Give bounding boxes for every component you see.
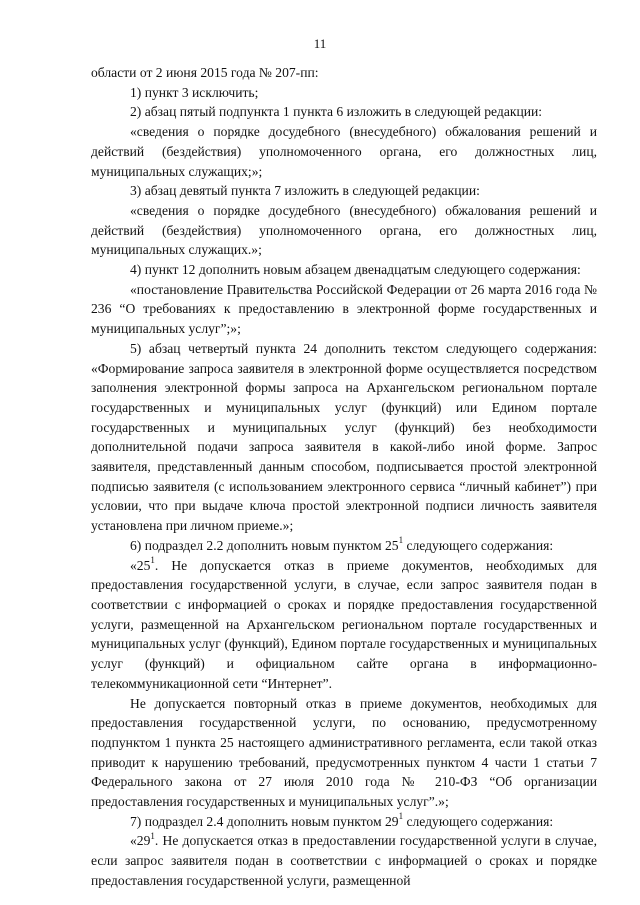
paragraph-quote-1: «сведения о порядке досудебного (внесудебного) обжалования решений и действий (бездействия) уполномоченного органа, его должностных лиц, муниципальных служащих;»; (91, 124, 597, 179)
paragraph-item-2: 2) абзац пятый подпункта 1 пункта 6 изложить в следующей редакции: (130, 104, 543, 120)
paragraph-item-6 (91, 536, 597, 556)
paragraph-quote-3: «постановление Правительства Российской Федерации от 26 марта 2016 года № 236 “О требованиях к предоставлению в электронной форме государственных и муниципальных услуг”;»; (91, 281, 597, 337)
paragraph-point-29-1-start: «29 (130, 833, 151, 849)
superscript: 1 (150, 555, 155, 566)
document-body (91, 63, 597, 891)
paragraph-item-6-start: 6) подраздел 2.2 дополнить новым пунктом 25 (130, 537, 399, 553)
paragraph-intro: области от 2 июня 2015 года № 207-пп: (91, 65, 319, 80)
paragraph-item-3: 3) абзац девятый пункта 7 изложить в следующей редакции: (130, 183, 480, 199)
superscript: 1 (398, 811, 404, 822)
paragraph-point-29-1-end: . Не допускается отказ в предоставлении государственной услуги в случае, если запрос заявителя подан в соответствии с информацией о сроках и порядке предоставления государственной услуги, размещенной (91, 833, 597, 888)
paragraph-item-7-end: следующего содержания: (403, 813, 554, 829)
paragraph-item-6-end: следующего содержания: (403, 537, 554, 553)
paragraph-item-4: 4) пункт 12 дополнить новым абзацем двенадцатым следующего содержания: (130, 262, 581, 278)
paragraph-point-25-1-start: «25 (130, 557, 151, 573)
paragraph-repeat-refusal: Не допускается повторный отказ в приеме документов, необходимых для предоставления государственной услуги, по основанию, предусмотренному подпунктом 1 пункта 25 настоящего административного регламента, если такой отказ приводит к нарушению требований, предусмотренных пунктом 4 части 1 статьи 7 Федерального закона от 27 июля 2010 года № 210-ФЗ “Об организации предоставления государственных и муниципальных услуг”.»; (91, 695, 597, 810)
paragraph-quote-2: «сведения о порядке досудебного (внесудебного) обжалования решений и действий (бездействия) уполномоченного органа, его должностных лиц, муниципальных служащих.»; (91, 202, 597, 258)
paragraph-item-5: 5) абзац четвертый пункта 24 дополнить текстом следующего содержания: «Формирование запроса заявителя в электронной форме осуществляется посредством заполнения электронной формы запроса на Архангельском региональном портале государственных и муниципальных услуг (функций) или Едином портале государственных и муниципальных услуг (функций) без необходимости дополнительной подачи запроса заявителя в какой-либо иной форме. Запрос заявителя, представленный данным способом, подписывается простой электронной подписью заявителя (с использованием электронного сервиса “личный кабинет”) при условии, что при выдаче ключа простой электронной подписи личность заявителя установлена при личном приеме.»; (91, 340, 597, 534)
paragraph-item-1: 1) пункт 3 исключить; (130, 84, 259, 100)
superscript: 1 (398, 535, 404, 546)
superscript: 1 (150, 830, 155, 841)
paragraph-item-7-start: 7) подраздел 2.4 дополнить новым пунктом 29 (130, 813, 399, 829)
paragraph-point-25-1 (91, 556, 597, 694)
paragraph-item-7 (91, 812, 597, 832)
paragraph-point-29-1 (91, 831, 597, 890)
paragraph-point-25-1-end: . Не допускается отказ в приеме документов, необходимых для предоставления государственной услуги, в случае, если запрос заявителя подан в соответствии с информацией о сроках и порядке предоставления государственной услуги, размещенной на Архангельском региональном портале государственных и муниципальных услуг (функций), Едином портале государственных и муниципальных услуг (функций) и официальном сайте органа в информационно-телекоммуникационной сети “Интернет”. (91, 557, 597, 691)
page-number: 11 (313, 36, 327, 51)
